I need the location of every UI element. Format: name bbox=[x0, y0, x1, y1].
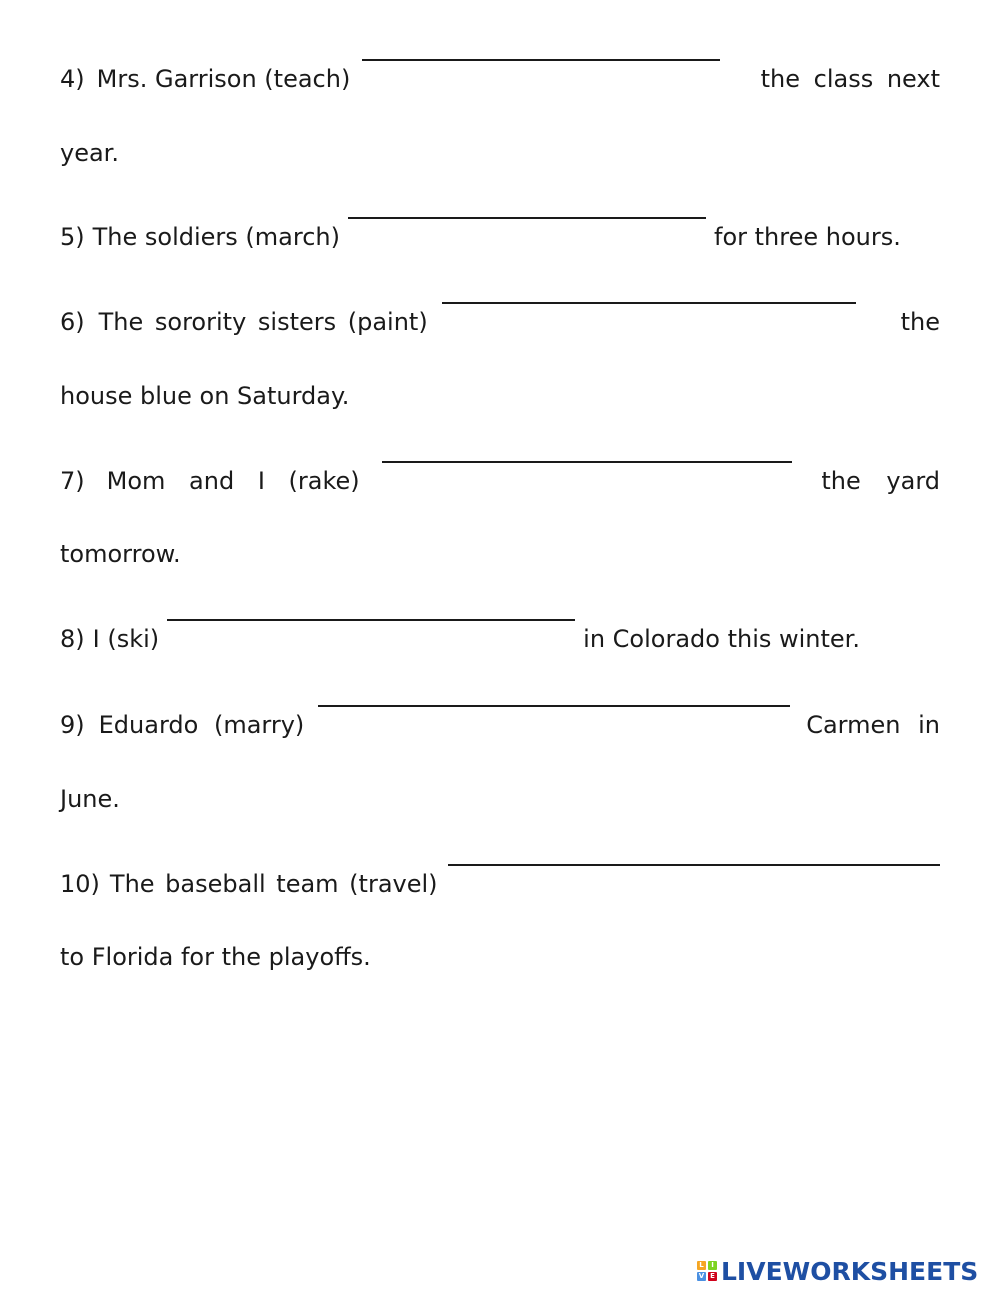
answer-blank-8[interactable] bbox=[167, 619, 575, 621]
question-6-continuation: house blue on Saturday. bbox=[60, 382, 350, 410]
question-suffix: for three hours. bbox=[714, 223, 901, 251]
question-number: 7) bbox=[60, 467, 85, 495]
question-10 bbox=[60, 867, 940, 901]
answer-blank-9[interactable] bbox=[318, 705, 790, 707]
question-9 bbox=[60, 708, 940, 742]
liveworksheets-logo[interactable] bbox=[697, 1254, 978, 1288]
question-5 bbox=[60, 220, 940, 254]
question-prompt: Mom and I (rake) bbox=[106, 467, 360, 495]
question-number: 4) bbox=[60, 65, 85, 93]
question-suffix: the bbox=[900, 308, 940, 336]
question-4-continuation: year. bbox=[60, 139, 119, 167]
question-prompt: The baseball team (travel) bbox=[109, 870, 438, 898]
question-suffix: in Colorado this winter. bbox=[583, 625, 860, 653]
question-4 bbox=[60, 62, 940, 96]
answer-blank-4[interactable] bbox=[362, 59, 720, 61]
question-number: 10) bbox=[60, 870, 100, 898]
question-prompt: The soldiers (march) bbox=[92, 223, 340, 251]
question-8 bbox=[60, 622, 940, 656]
answer-blank-5[interactable] bbox=[348, 217, 706, 219]
question-prompt: Eduardo (marry) bbox=[98, 711, 305, 739]
question-9-continuation: June. bbox=[60, 785, 120, 813]
answer-blank-6[interactable] bbox=[442, 302, 856, 304]
question-number: 5) bbox=[60, 223, 85, 251]
question-7 bbox=[60, 464, 940, 498]
question-suffix: Carmen in bbox=[806, 711, 940, 739]
question-prompt: Mrs. Garrison (teach) bbox=[96, 65, 351, 93]
answer-blank-7[interactable] bbox=[382, 461, 792, 463]
liveworksheets-logo-icon: L I V E bbox=[697, 1261, 717, 1281]
question-suffix: the class next bbox=[760, 65, 940, 93]
question-suffix: the yard bbox=[821, 467, 940, 495]
answer-blank-10[interactable] bbox=[448, 864, 940, 866]
logo-text: LIVEWORKSHEETS bbox=[721, 1256, 979, 1286]
question-7-continuation: tomorrow. bbox=[60, 540, 181, 568]
question-number: 6) bbox=[60, 308, 85, 336]
question-prompt: I (ski) bbox=[92, 625, 160, 653]
question-10-continuation: to Florida for the playoffs. bbox=[60, 943, 371, 971]
question-number: 9) bbox=[60, 711, 85, 739]
question-number: 8) bbox=[60, 625, 85, 653]
question-6 bbox=[60, 305, 940, 339]
question-prompt: The sorority sisters (paint) bbox=[98, 308, 428, 336]
